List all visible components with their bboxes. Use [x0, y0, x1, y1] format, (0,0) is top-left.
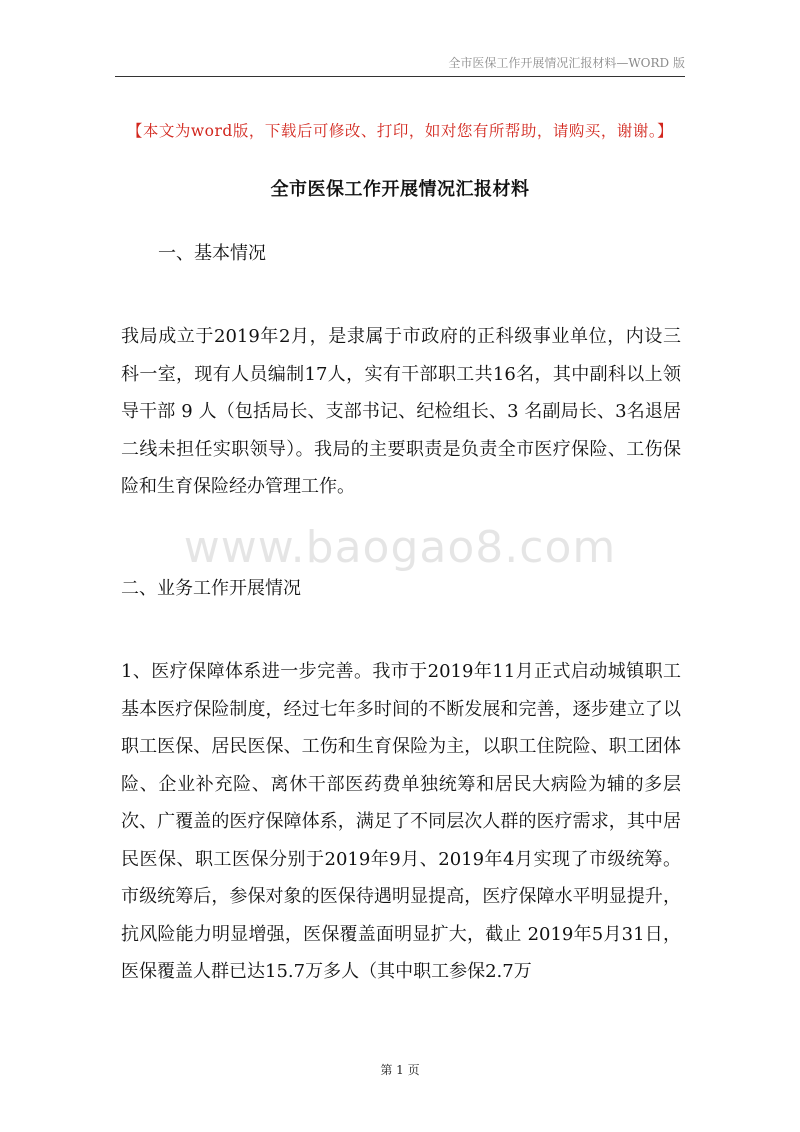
paragraph-business: 1、医疗保障体系进一步完善。我市于2019年11月正式启动城镇职工基本医疗保险制度，经过七年多时间的不断发展和完善，逐步建立了以职工医保、居民医保、工伤和生育保险为主，以职工住院险、职工团体险、企业补充险、离休干部医药费单独统筹和居民大病险为辅的多层次、广覆盖的医疗保障体系，满足了不同层次人群的医疗需求，其中居民医保、职工医保分别于2019年9月、2019年4月实现了市级统筹。市级统筹后，参保对象的医保待遇明显提高，医疗保障水平明显提升，抗风险能力明显增强，医保覆盖面明显扩大，截止 2019年5月31日，医保覆盖人群已达15.7万多人（其中职工参保2.7万	[121, 661, 681, 982]
section-heading-basic-info: 一、基本情况	[158, 243, 266, 264]
purchase-notice: 【本文为word版，下载后可修改、打印，如对您有所帮助，请购买，谢谢。】	[126, 122, 674, 140]
paragraph-basic-info: 我局成立于2019年2月，是隶属于市政府的正科级事业单位，内设三科一室，现有人员编制17人，实有干部职工共16名，其中副科以上领导干部 9 人（包括局长、支部书记、纪检组长、3 名副局长、3名退居二线未担任实职领导）。我局的主要职责是负责全市医疗保险、工伤保险和生育保险经办管理工作。	[121, 326, 681, 497]
header-divider	[115, 76, 685, 77]
section-heading-business: 二、业务工作开展情况	[121, 578, 301, 599]
document-title: 全市医保工作开展情况汇报材料	[270, 179, 530, 200]
running-header: 全市医保工作开展情况汇报材料—WORD 版	[448, 56, 685, 70]
page-number: 第 1 页	[380, 1063, 420, 1077]
watermark: www.baogao8.com	[183, 522, 617, 573]
